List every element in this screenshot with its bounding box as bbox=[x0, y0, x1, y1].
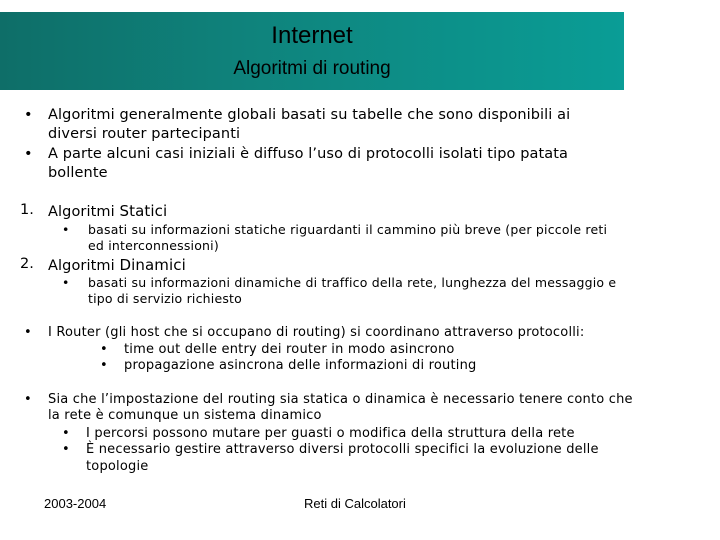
bullet-icon: • bbox=[24, 107, 33, 123]
bullet-icon: • bbox=[62, 442, 70, 457]
bullet2-line2: bollente bbox=[48, 165, 108, 181]
bullet1-line2: diversi router partecipanti bbox=[48, 126, 241, 142]
bullet4-sub2-line1: È necessario gestire attraverso diversi protocolli specifici la evoluzione delle bbox=[86, 442, 599, 457]
item2-heading bbox=[48, 256, 186, 274]
footer-date: 2003-2004 bbox=[44, 496, 107, 511]
bullet3-sub2: propagazione asincrona delle informazioni di routing bbox=[124, 358, 477, 373]
item2-sub-line1: basati su informazioni dinamiche di traffico della rete, lunghezza del messaggio e bbox=[88, 275, 617, 290]
bullet-icon: • bbox=[24, 146, 33, 162]
bullet-icon: • bbox=[100, 342, 108, 357]
bullet4-sub1: I percorsi possono mutare per guasti o modifica della struttura della rete bbox=[86, 426, 575, 441]
bullet-icon: • bbox=[62, 426, 70, 441]
item2-prefix: Algoritmi bbox=[48, 258, 115, 274]
bullet4-sub2-line2: topologie bbox=[86, 459, 149, 474]
item1-sub-line1: basati su informazioni statiche riguardanti il cammino più breve (per piccole reti bbox=[88, 222, 608, 237]
bullet-icon: • bbox=[24, 392, 32, 407]
bullet-icon: • bbox=[24, 325, 32, 340]
item1-number: 1. bbox=[20, 202, 34, 218]
bullet-icon: • bbox=[62, 275, 70, 290]
item2-keyword: Dinamici bbox=[119, 256, 186, 274]
item1-heading bbox=[48, 202, 167, 220]
bullet1-line1: Algoritmi generalmente globali basati su tabelle che sono disponibili ai bbox=[48, 107, 571, 123]
bullet4-line2: la rete è comunque un sistema dinamico bbox=[48, 408, 322, 423]
bullet3-line1: I Router (gli host che si occupano di routing) si coordinano attraverso protocolli: bbox=[48, 325, 585, 340]
slide-title: Internet bbox=[271, 22, 353, 49]
footer-course: Reti di Calcolatori bbox=[304, 496, 406, 511]
bullet-icon: • bbox=[100, 358, 108, 373]
bullet3-sub1: time out delle entry dei router in modo asincrono bbox=[124, 342, 455, 357]
bullet4-line1: Sia che l’impostazione del routing sia statica o dinamica è necessario tenere conto che bbox=[48, 392, 633, 407]
slide-subtitle: Algoritmi di routing bbox=[233, 58, 391, 79]
item2-sub-line2: tipo di servizio richiesto bbox=[88, 291, 243, 306]
bullet2-line1: A parte alcuni casi iniziali è diffuso l’uso di protocolli isolati tipo patata bbox=[48, 146, 569, 162]
bullet-icon: • bbox=[62, 222, 70, 237]
item2-number: 2. bbox=[20, 256, 34, 272]
item1-prefix: Algoritmi bbox=[48, 204, 115, 220]
item1-keyword: Statici bbox=[119, 202, 168, 220]
item1-sub-line2: ed interconnessioni) bbox=[88, 238, 219, 253]
